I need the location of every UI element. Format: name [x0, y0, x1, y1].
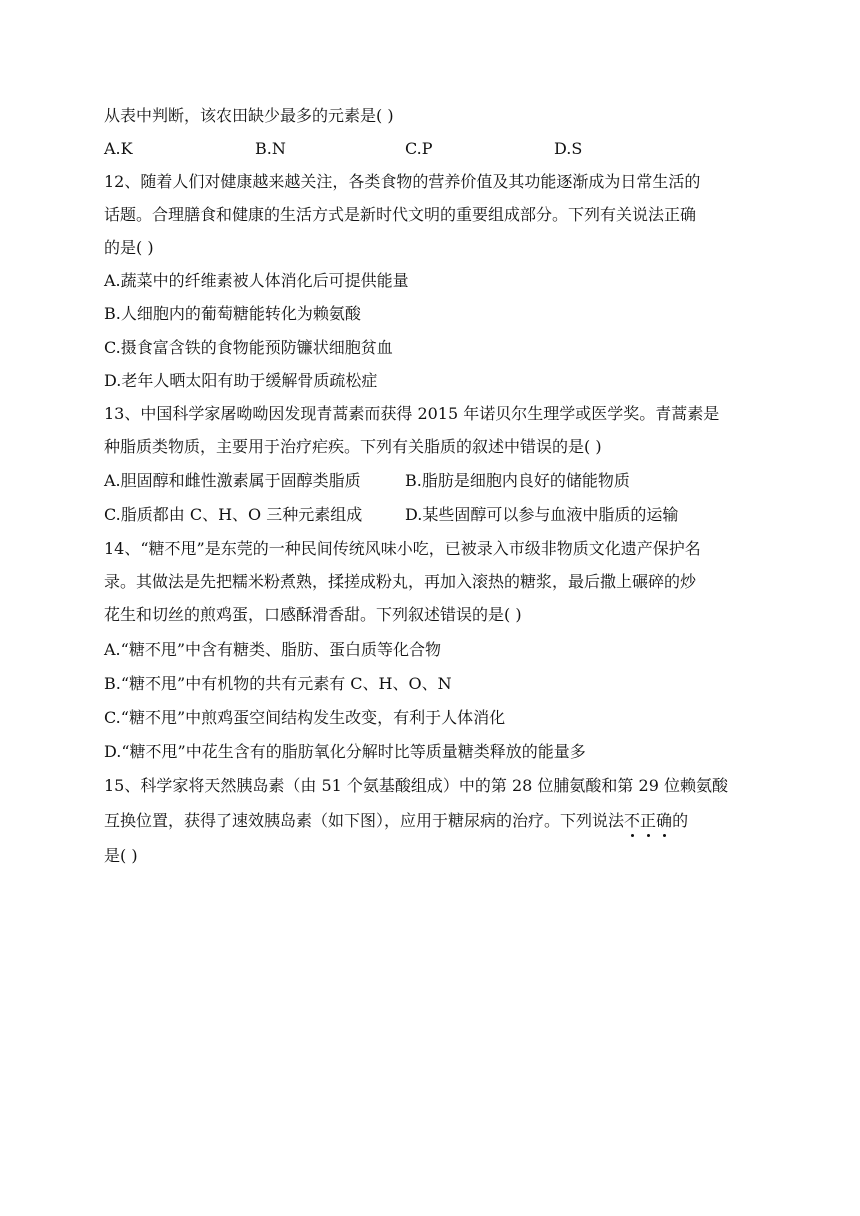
q13-option-a: A.胆固醇和雌性激素属于固醇类脂质 — [104, 471, 361, 490]
q11-stem-tail: 从表中判断，该农田缺少最多的元素是( ) — [104, 106, 394, 125]
q15-stem-line-2-text: 互换位置，获得了速效胰岛素（如下图），应用于糖尿病的治疗。下列说法 — [104, 811, 625, 830]
q13-option-d: D.某些固醇可以参与血液中脂质的运输 — [405, 505, 679, 524]
q14-stem-line-3: 花生和切丝的煎鸡蛋，口感酥滑香甜。下列叙述错误的是( ) — [104, 605, 522, 624]
q14-option-c: C.“糖不甩”中煎鸡蛋空间结构发生改变，有利于人体消化 — [104, 708, 506, 727]
q11-option-b: B.N — [255, 139, 286, 158]
q14-stem-line-1: 14、“糖不甩”是东莞的一种民间传统风味小吃，已被录入市级非物质文化遗产保护名 — [104, 539, 701, 558]
q12-option-a: A.蔬菜中的纤维素被人体消化后可提供能量 — [104, 271, 409, 290]
q15-emphasis-char-1: 不 — [624, 811, 641, 830]
q11-option-a: A.K — [104, 139, 133, 158]
q15-stem-line-1: 15、科学家将天然胰岛素（由 51 个氨基酸组成）中的第 28 位脯氨酸和第 29 位赖氨酸 — [104, 776, 728, 795]
q12-stem-line-3: 的是( ) — [104, 238, 154, 257]
q13-stem-line-1: 13、中国科学家屠呦呦因发现青蒿素而获得 2015 年诺贝尔生理学或医学奖。青蒿素是 — [104, 404, 720, 423]
q14-option-d: D.“糖不甩”中花生含有的脂肪氧化分解时比等质量糖类释放的能量多 — [104, 742, 586, 761]
q12-option-d: D.老年人晒太阳有助于缓解骨质疏松症 — [104, 371, 378, 390]
q13-option-b: B.脂肪是细胞内良好的储能物质 — [405, 471, 630, 490]
q12-stem-line-1: 12、随着人们对健康越来越关注，各类食物的营养价值及其功能逐渐成为日常生活的 — [104, 172, 701, 191]
q15-emphasis-char-3: 确 — [656, 811, 673, 830]
q15-stem-line-2-end: 的 — [672, 811, 689, 830]
q15-stem-line-2 — [104, 811, 764, 831]
q12-stem-line-2: 话题。合理膳食和健康的生活方式是新时代文明的重要组成部分。下列有关说法正确 — [104, 205, 697, 224]
q11-option-d: D.S — [554, 139, 583, 158]
q15-emphasis-char-2: 正 — [640, 811, 657, 830]
q12-option-b: B.人细胞内的葡萄糖能转化为赖氨酸 — [104, 304, 361, 323]
q14-stem-line-2: 录。其做法是先把糯米粉煮熟，揉搓成粉丸，再加入滚热的糖浆，最后撒上碾碎的炒 — [104, 572, 697, 591]
q14-option-a: A.“糖不甩”中含有糖类、脂肪、蛋白质等化合物 — [104, 640, 442, 659]
q15-stem-line-3: 是( ) — [104, 846, 138, 865]
q13-stem-line-2: 种脂质类物质，主要用于治疗疟疾。下列有关脂质的叙述中错误的是( ) — [104, 437, 602, 456]
q11-option-c: C.P — [405, 139, 433, 158]
q13-option-c: C.脂质都由 C、H、O 三种元素组成 — [104, 505, 363, 524]
q14-option-b: B.“糖不甩”中有机物的共有元素有 C、H、O、N — [104, 674, 452, 693]
q12-option-c: C.摄食富含铁的食物能预防镰状细胞贫血 — [104, 338, 393, 357]
